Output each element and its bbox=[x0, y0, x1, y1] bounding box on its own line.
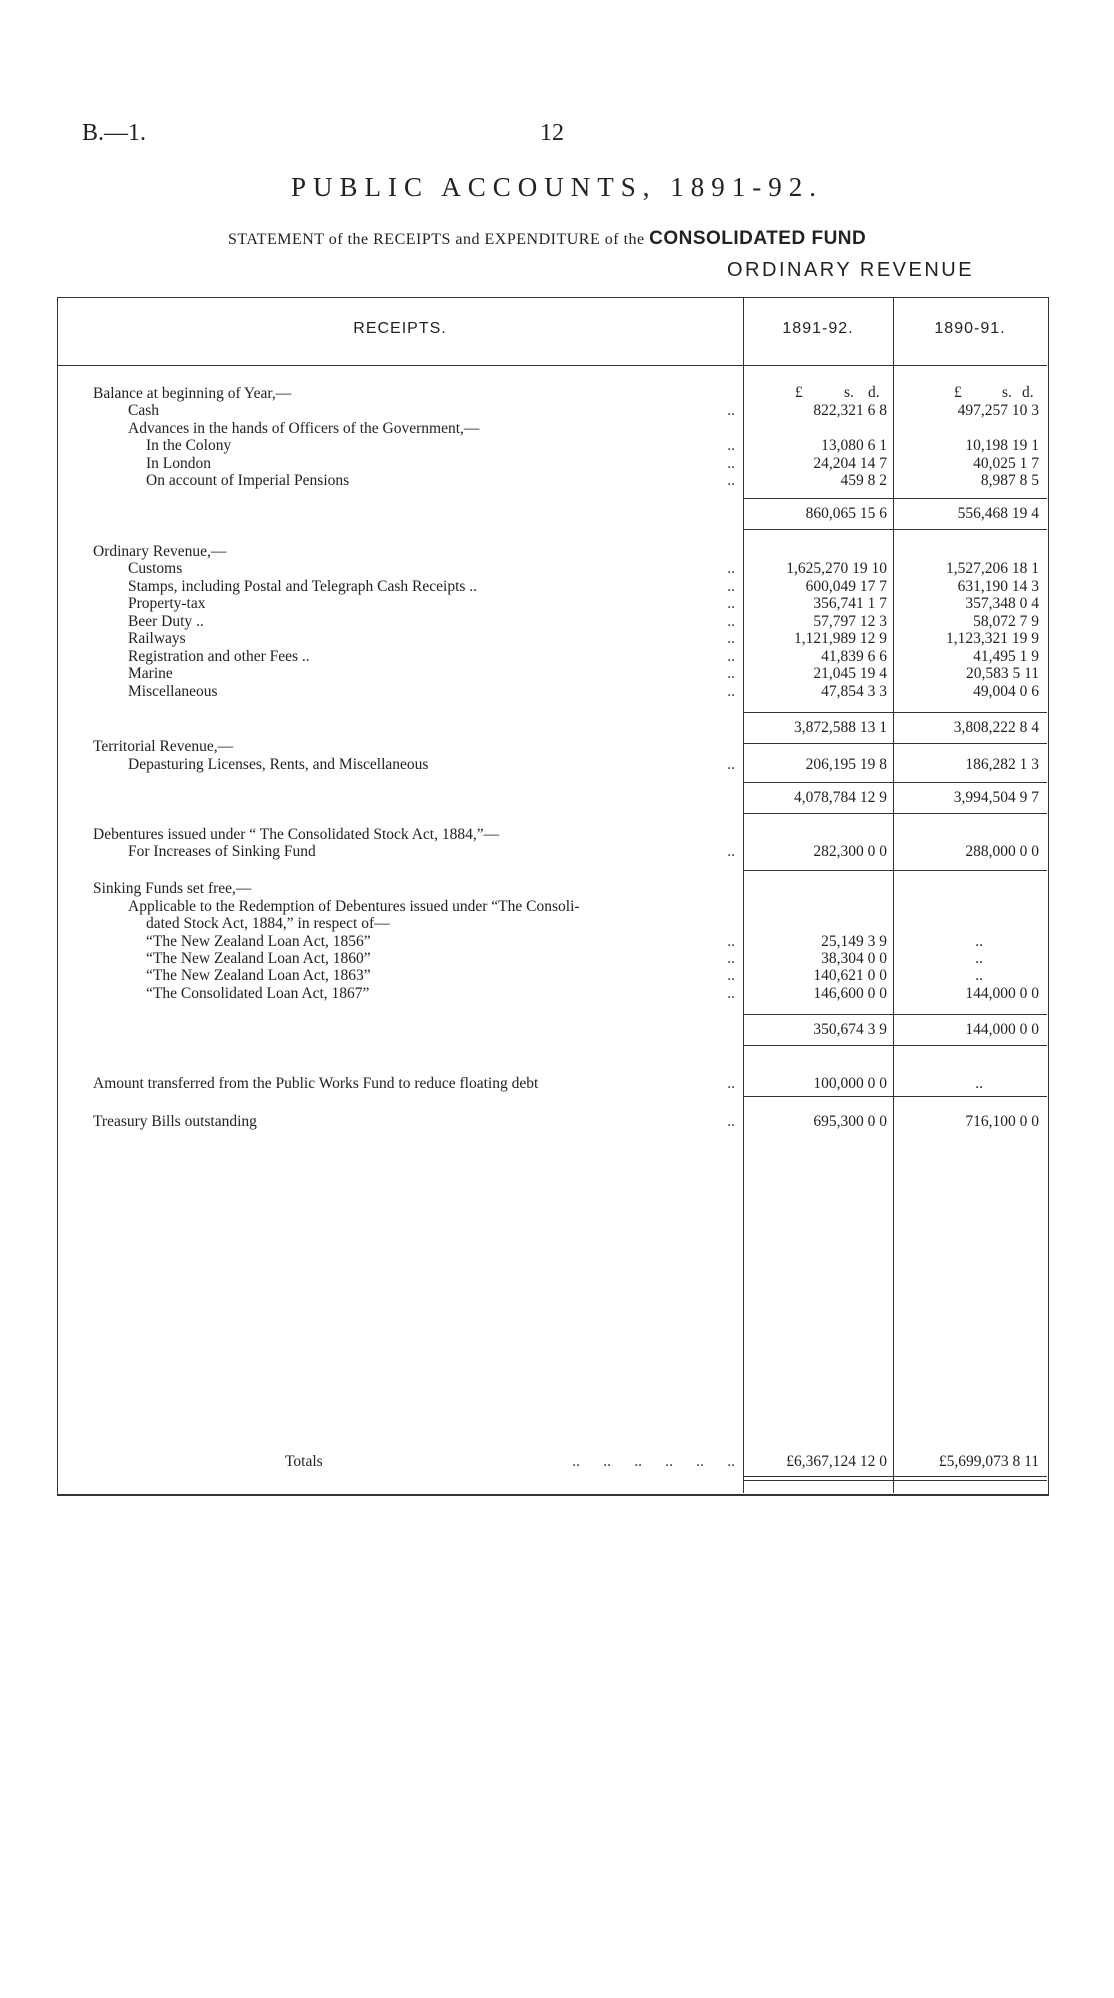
amount-1891-92: 47,854 3 3 bbox=[821, 683, 887, 700]
amount-1891-92: 41,839 6 6 bbox=[821, 648, 887, 665]
column-header-1890-91: 1890-91. bbox=[934, 320, 1006, 337]
row-label: “The New Zealand Loan Act, 1860” bbox=[146, 950, 371, 967]
amount-1891-92: 350,674 3 9 bbox=[813, 1021, 887, 1038]
row-label: Amount transferred from the Public Works Fund to reduce floating debt bbox=[93, 1075, 539, 1092]
unit-pence-a: d. bbox=[868, 384, 880, 401]
row-label: Sinking Funds set free,— bbox=[93, 880, 252, 897]
amount-1890-91: 556,468 19 4 bbox=[957, 505, 1039, 522]
row-leader: .. bbox=[727, 1075, 735, 1092]
column-header-1891-92: 1891-92. bbox=[782, 320, 854, 337]
unit-pound-b: £ bbox=[954, 384, 962, 401]
amount-1890-91: 288,000 0 0 bbox=[965, 843, 1039, 860]
amount-1890-91: 3,994,504 9 7 bbox=[953, 789, 1039, 806]
unit-shilling-a: s. bbox=[844, 384, 854, 401]
subtotal-rule bbox=[893, 782, 1047, 783]
row-label: Stamps, including Postal and Telegraph Cash Receipts .. bbox=[128, 578, 478, 595]
amount-1891-92: 282,300 0 0 bbox=[813, 843, 887, 860]
amount-1890-91: 1,527,206 18 1 bbox=[946, 560, 1039, 577]
row-leader: .. bbox=[727, 1113, 735, 1130]
row-leader: .. bbox=[727, 578, 735, 595]
amount-1891-92: 38,304 0 0 bbox=[821, 950, 887, 967]
amount-1891-92: 21,045 19 4 bbox=[813, 665, 887, 682]
unit-shilling-b: s. bbox=[1002, 384, 1012, 401]
row-label: On account of Imperial Pensions bbox=[146, 472, 350, 489]
row-label: Customs bbox=[128, 560, 183, 577]
amount-1890-91: 20,583 5 11 bbox=[965, 665, 1039, 682]
amount-1890-91: 631,190 14 3 bbox=[957, 578, 1039, 595]
row-label: Ordinary Revenue,— bbox=[93, 543, 227, 560]
page-number: 12 bbox=[540, 120, 564, 146]
amount-1890-91: 357,348 0 4 bbox=[965, 595, 1039, 612]
amount-1890-91: 716,100 0 0 bbox=[965, 1113, 1039, 1130]
row-label: dated Stock Act, 1884,” in respect of— bbox=[146, 915, 390, 932]
row-leader: .. bbox=[727, 472, 735, 489]
row-label: Registration and other Fees .. bbox=[128, 648, 310, 665]
header-rule bbox=[57, 365, 1047, 366]
amount-1890-91: 3,808,222 8 4 bbox=[953, 719, 1039, 736]
row-leader: .. bbox=[727, 630, 735, 647]
statement-heading bbox=[228, 228, 866, 250]
subtotal-rule bbox=[743, 498, 893, 499]
row-leader: .. bbox=[727, 683, 735, 700]
amount-1891-92: 822,321 6 8 bbox=[813, 402, 887, 419]
amount-1891-92: 146,600 0 0 bbox=[813, 985, 887, 1002]
subtotal-rule bbox=[743, 813, 1047, 814]
amount-1891-92: 140,621 0 0 bbox=[813, 967, 887, 984]
row-leader: .. bbox=[727, 950, 735, 967]
amount-1891-92: 1,625,270 19 10 bbox=[786, 560, 887, 577]
amount-1891-92: 100,000 0 0 bbox=[813, 1075, 887, 1092]
amount-1891-92: 24,204 14 7 bbox=[813, 455, 887, 472]
amount-1891-92: 206,195 19 8 bbox=[805, 756, 887, 773]
row-leader: .. bbox=[727, 560, 735, 577]
subtotal-rule bbox=[743, 529, 1047, 530]
subtotal-rule bbox=[743, 712, 893, 713]
row-label: In London bbox=[146, 455, 212, 472]
amount-1891-92: 1,121,989 12 9 bbox=[794, 630, 887, 647]
row-leader: .. bbox=[727, 402, 735, 419]
totals-leader: .. .. .. .. .. .. bbox=[572, 1453, 735, 1470]
row-label: Territorial Revenue,— bbox=[93, 738, 234, 755]
amount-1890-91: 1,123,321 19 9 bbox=[946, 630, 1039, 647]
amount-1891-92: 600,049 17 7 bbox=[805, 578, 887, 595]
subtotal-rule bbox=[893, 498, 1047, 499]
amount-1891-92: 25,149 3 9 bbox=[821, 933, 887, 950]
document-reference: B.—1. bbox=[82, 120, 147, 146]
amount-1890-91: .. bbox=[975, 950, 983, 967]
amount-1890-91: .. bbox=[975, 967, 983, 984]
row-label: Beer Duty .. bbox=[128, 613, 204, 630]
amount-1891-92: 695,300 0 0 bbox=[813, 1113, 887, 1130]
row-label: In the Colony bbox=[146, 437, 232, 454]
row-label: Depasturing Licenses, Rents, and Miscellaneous bbox=[128, 756, 429, 773]
amount-1890-91: 10,198 19 1 bbox=[965, 437, 1039, 454]
amount-1890-91: 144,000 0 0 bbox=[965, 985, 1039, 1002]
totals-rule-bottom bbox=[743, 1480, 1047, 1481]
row-label: “The New Zealand Loan Act, 1863” bbox=[146, 967, 371, 984]
totals-label: Totals bbox=[285, 1453, 323, 1470]
unit-pound-a: £ bbox=[795, 384, 803, 401]
amount-1890-91: .. bbox=[975, 1075, 983, 1092]
section-rule bbox=[743, 1096, 1047, 1097]
row-leader: .. bbox=[727, 455, 735, 472]
row-leader: .. bbox=[727, 613, 735, 630]
amount-1891-92: 57,797 12 3 bbox=[813, 613, 887, 630]
amount-1890-91: 40,025 1 7 bbox=[973, 455, 1039, 472]
row-leader: .. bbox=[727, 985, 735, 1002]
statement-prefix: STATEMENT of the RECEIPTS and EXPENDITURE of the bbox=[228, 231, 650, 248]
amount-1890-91: 41,495 1 9 bbox=[973, 648, 1039, 665]
row-label: “The New Zealand Loan Act, 1856” bbox=[146, 933, 371, 950]
row-label: “The Consolidated Loan Act, 1867” bbox=[146, 985, 370, 1002]
row-leader: .. bbox=[727, 648, 735, 665]
row-leader: .. bbox=[727, 967, 735, 984]
row-label: Debentures issued under “ The Consolidated Stock Act, 1884,”— bbox=[93, 826, 500, 843]
totals-rule-top bbox=[743, 1476, 1047, 1477]
row-label: Cash bbox=[128, 402, 159, 419]
amount-1890-91: 186,282 1 3 bbox=[965, 756, 1039, 773]
section-rule bbox=[743, 870, 1047, 871]
row-label: Treasury Bills outstanding bbox=[93, 1113, 257, 1130]
amount-1890-91: 49,004 0 6 bbox=[973, 683, 1039, 700]
subtotal-rule bbox=[743, 1045, 1047, 1046]
amount-1891-92: 4,078,784 12 9 bbox=[794, 789, 887, 806]
subtotal-rule bbox=[743, 743, 1047, 744]
statement-fund-name: CONSOLIDATED FUND bbox=[649, 228, 867, 249]
row-leader: .. bbox=[727, 843, 735, 860]
row-label: Applicable to the Redemption of Debentures issued under “The Consoli- bbox=[128, 898, 580, 915]
row-leader: .. bbox=[727, 665, 735, 682]
totals-1890-91: £5,699,073 8 11 bbox=[938, 1453, 1039, 1470]
amount-1891-92: 3,872,588 13 1 bbox=[794, 719, 887, 736]
amount-1891-92: 13,080 6 1 bbox=[821, 437, 887, 454]
row-label: Advances in the hands of Officers of the Government,— bbox=[128, 420, 480, 437]
row-leader: .. bbox=[727, 933, 735, 950]
amount-1890-91: 144,000 0 0 bbox=[965, 1021, 1039, 1038]
subtotal-rule bbox=[893, 1014, 1047, 1015]
row-label: Balance at beginning of Year,— bbox=[93, 385, 292, 402]
amount-1890-91: .. bbox=[975, 933, 983, 950]
row-label: Marine bbox=[128, 665, 173, 682]
amount-1890-91: 497,257 10 3 bbox=[957, 402, 1039, 419]
row-label: Property-tax bbox=[128, 595, 206, 612]
row-label: Railways bbox=[128, 630, 186, 647]
amount-1891-92: 860,065 15 6 bbox=[805, 505, 887, 522]
amount-1890-91: 58,072 7 9 bbox=[973, 613, 1039, 630]
section-subtitle: ORDINARY REVENUE bbox=[727, 259, 975, 281]
totals-1891-92: £6,367,124 12 0 bbox=[786, 1453, 887, 1470]
row-label: For Increases of Sinking Fund bbox=[128, 843, 316, 860]
page-title: PUBLIC ACCOUNTS, 1891-92. bbox=[290, 172, 824, 202]
subtotal-rule bbox=[743, 782, 893, 783]
row-label: Miscellaneous bbox=[128, 683, 218, 700]
row-leader: .. bbox=[727, 595, 735, 612]
row-leader: .. bbox=[727, 756, 735, 773]
amount-1890-91: 8,987 8 5 bbox=[980, 472, 1039, 489]
amount-1891-92: 459 8 2 bbox=[840, 472, 887, 489]
unit-pence-b: d. bbox=[1022, 384, 1034, 401]
subtotal-rule bbox=[743, 1014, 893, 1015]
row-leader: .. bbox=[727, 437, 735, 454]
amount-1891-92: 356,741 1 7 bbox=[813, 595, 887, 612]
column-header-receipts: RECEIPTS. bbox=[353, 320, 447, 337]
subtotal-rule bbox=[893, 712, 1047, 713]
